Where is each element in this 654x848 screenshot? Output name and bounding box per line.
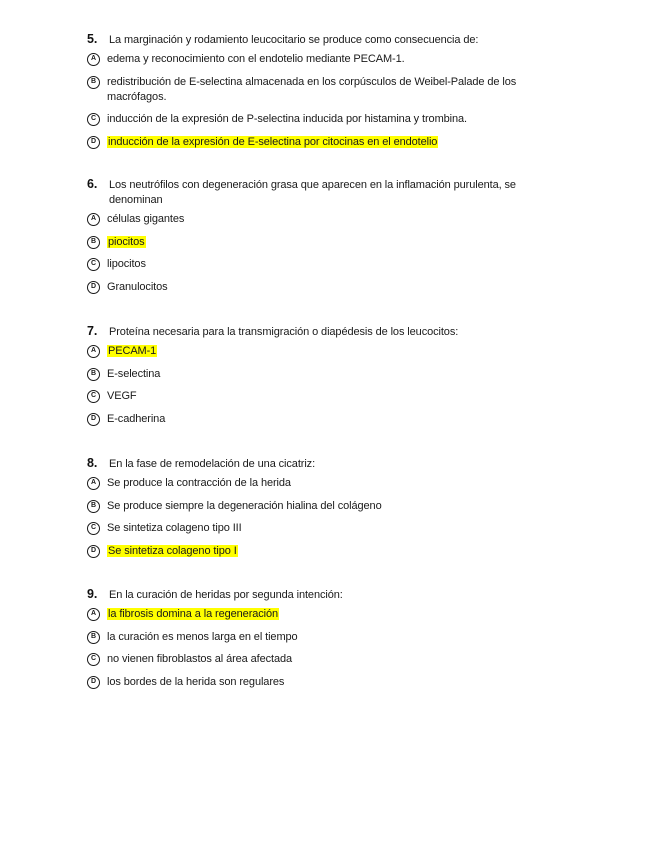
question-stem [87,456,557,472]
option-text: lipocitos [107,258,146,270]
question-6 [87,177,557,295]
option-letter-icon: B [87,500,100,513]
option-a[interactable] [87,52,557,67]
option-letter-icon: A [87,345,100,358]
option-d[interactable] [87,675,557,690]
option-text-highlighted: PECAM-1 [108,345,157,357]
option-a[interactable] [87,212,557,227]
question-stem [87,324,557,340]
option-text: edema y reconocimiento con el endotelio mediante PECAM-1. [107,53,405,65]
option-c[interactable] [87,521,557,536]
option-a[interactable] [87,607,557,622]
option-d[interactable] [87,280,557,295]
question-stem [87,177,557,208]
option-text: Granulocitos [107,280,168,293]
option-letter-icon: D [87,281,100,294]
option-text: E-cadherina [107,412,166,425]
question-stem [87,587,557,603]
option-letter-icon: C [87,113,100,126]
option-d[interactable] [87,412,557,427]
option-d[interactable] [87,135,557,150]
option-a[interactable] [87,476,557,491]
option-text-highlighted: piocitos [108,235,145,248]
option-text: redistribución de E-selectina almacenada en los corpúsculos de Weibel-Palade de los macrófagos. [107,75,517,103]
option-b[interactable] [87,367,557,382]
option-c[interactable] [87,112,557,127]
option-letter-icon: A [87,213,100,226]
option-b[interactable] [87,235,557,250]
option-text: la curación es menos larga en el tiempo [107,630,298,643]
option-text: VEGF [107,390,137,402]
option-letter-icon: B [87,631,100,644]
option-letter-icon: A [87,53,100,66]
question-9 [87,587,557,690]
option-b[interactable] [87,75,557,105]
option-text-highlighted: la fibrosis domina a la regeneración [108,608,279,620]
option-c[interactable] [87,652,557,667]
question-text: En la curación de heridas por segunda intención: [109,589,343,601]
option-c[interactable] [87,257,557,272]
question-number: 5. [87,32,98,46]
option-letter-icon: D [87,545,100,558]
question-number: 6. [87,177,98,191]
option-letter-icon: D [87,413,100,426]
option-text: células gigantes [107,213,185,225]
option-text: no vienen fibroblastos al área afectada [107,653,293,665]
question-text: La marginación y rodamiento leucocitario se produce como consecuencia de: [109,34,479,46]
option-letter-icon: C [87,653,100,666]
option-letter-icon: A [87,477,100,490]
option-text: Se produce siempre la degeneración hialina del colágeno [107,499,382,512]
option-letter-icon: C [87,390,100,403]
option-b[interactable] [87,499,557,514]
option-letter-icon: B [87,236,100,249]
option-text: los bordes de la herida son regulares [107,675,285,688]
option-letter-icon: A [87,608,100,621]
option-letter-icon: B [87,368,100,381]
question-text: Los neutrófilos con degeneración grasa que aparecen en la inflamación purulenta, se denominan [109,179,516,206]
option-text: E-selectina [107,367,161,380]
option-text: Se sintetiza colageno tipo III [107,522,242,534]
option-c[interactable] [87,389,557,404]
question-text: En la fase de remodelación de una cicatriz: [109,458,316,470]
option-a[interactable] [87,344,557,359]
option-letter-icon: C [87,258,100,271]
question-number: 9. [87,587,98,601]
question-number: 7. [87,324,98,338]
question-number: 8. [87,456,98,470]
option-b[interactable] [87,630,557,645]
option-d[interactable] [87,544,557,559]
option-letter-icon: C [87,522,100,535]
question-stem [87,32,557,48]
option-letter-icon: D [87,676,100,689]
question-text: Proteína necesaria para la transmigración o diapédesis de los leucocitos: [109,326,459,338]
option-letter-icon: B [87,76,100,89]
option-letter-icon: D [87,136,100,149]
option-text: inducción de la expresión de P-selectina inducida por histamina y trombina. [107,113,467,125]
question-8 [87,456,557,559]
question-5 [87,32,557,150]
option-text-highlighted: Se sintetiza colageno tipo I [108,544,237,557]
question-7 [87,324,557,427]
option-text-highlighted: inducción de la expresión de E-selectina por citocinas en el endotelio [108,135,438,148]
option-text: Se produce la contracción de la herida [107,477,291,489]
